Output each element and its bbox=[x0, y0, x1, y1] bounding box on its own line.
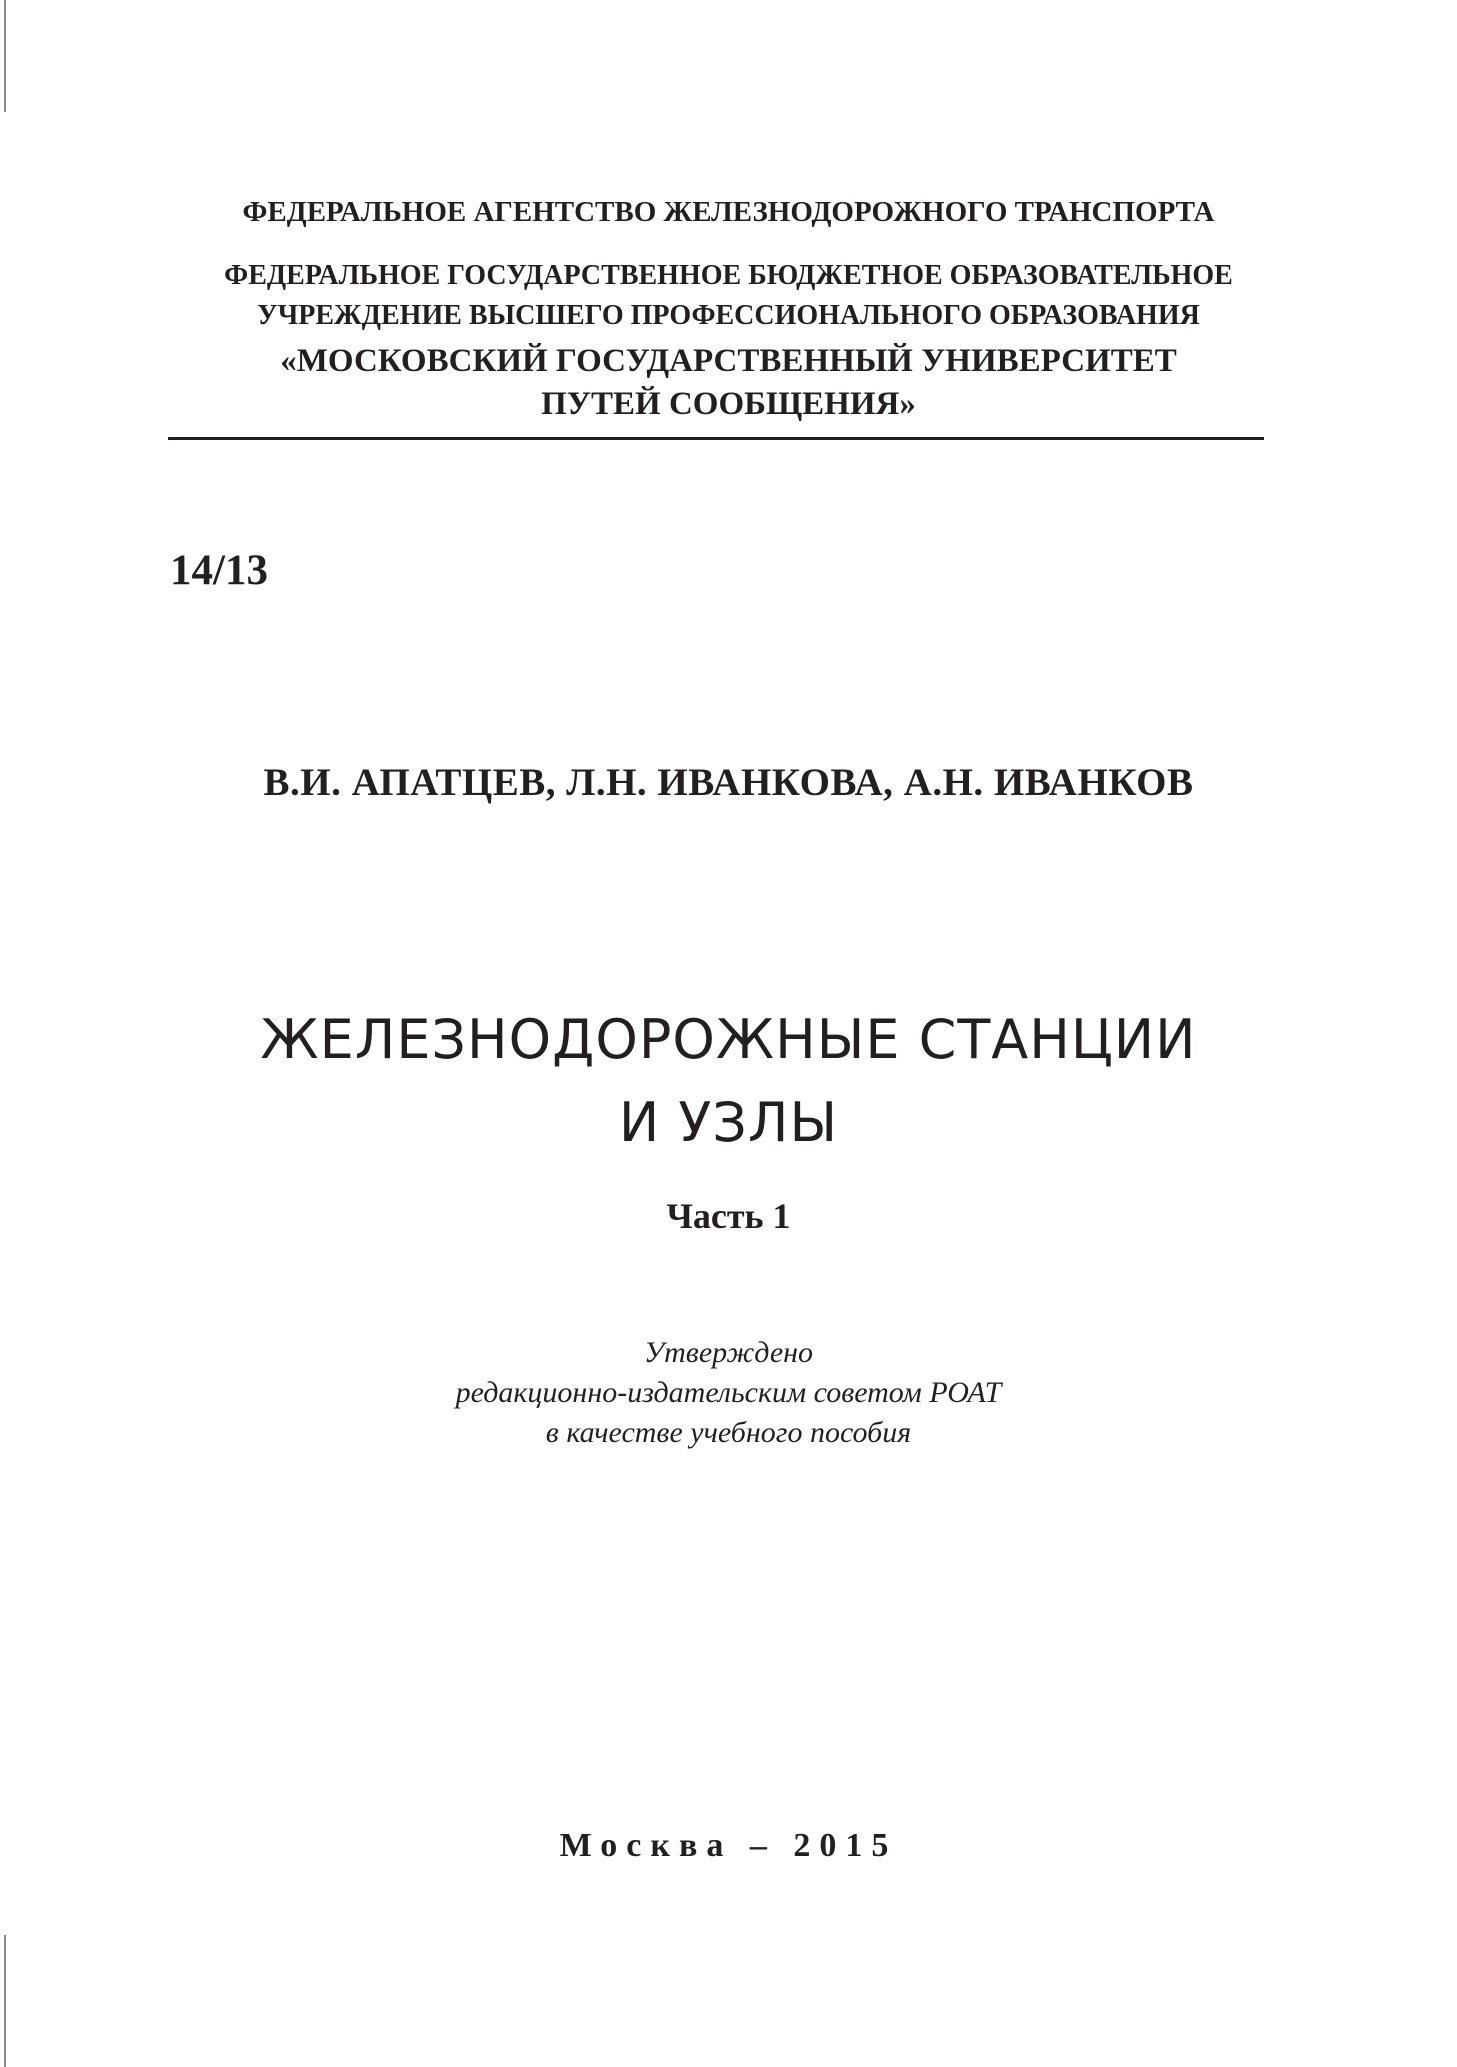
university-line-2: ПУТЕЙ СООБЩЕНИЯ» bbox=[541, 386, 916, 422]
part-number: Часть 1 bbox=[666, 1196, 791, 1236]
agency-name: ФЕДЕРАЛЬНОЕ АГЕНТСТВО ЖЕЛЕЗНОДОРОЖНОГО ТРАНСПОРТА bbox=[242, 196, 1215, 228]
page-edge-mark-top bbox=[4, 0, 6, 112]
imprint-city-year: Москва – 2015 bbox=[559, 1827, 898, 1864]
approval-line-1: Утверждено bbox=[643, 1336, 814, 1369]
header-divider bbox=[168, 437, 1264, 440]
institution-line-1: ФЕДЕРАЛЬНОЕ ГОСУДАРСТВЕННОЕ БЮДЖЕТНОЕ ОБРАЗОВАТЕЛЬНОЕ bbox=[224, 260, 1233, 291]
authors: В.И. АПАТЦЕВ, Л.Н. ИВАНКОВА, А.Н. ИВАНКОВ bbox=[263, 761, 1194, 804]
institution-line-2: УЧРЕЖДЕНИЕ ВЫСШЕГО ПРОФЕССИОНАЛЬНОГО ОБРАЗОВАНИЯ bbox=[257, 300, 1200, 331]
publication-code: 14/13 bbox=[170, 547, 268, 594]
university-line-1: «МОСКОВСКИЙ ГОСУДАРСТВЕННЫЙ УНИВЕРСИТЕТ bbox=[280, 343, 1177, 379]
book-title-line-2: И УЗЛЫ bbox=[618, 1091, 839, 1154]
approval-line-3: в качестве учебного пособия bbox=[545, 1416, 912, 1449]
page-edge-mark-bottom bbox=[4, 1935, 6, 2067]
book-title-line-1: ЖЕЛЕЗНОДОРОЖНЫЕ СТАНЦИИ bbox=[260, 1008, 1197, 1071]
approval-line-2: редакционно-издательским советом РОАТ bbox=[455, 1376, 1002, 1409]
